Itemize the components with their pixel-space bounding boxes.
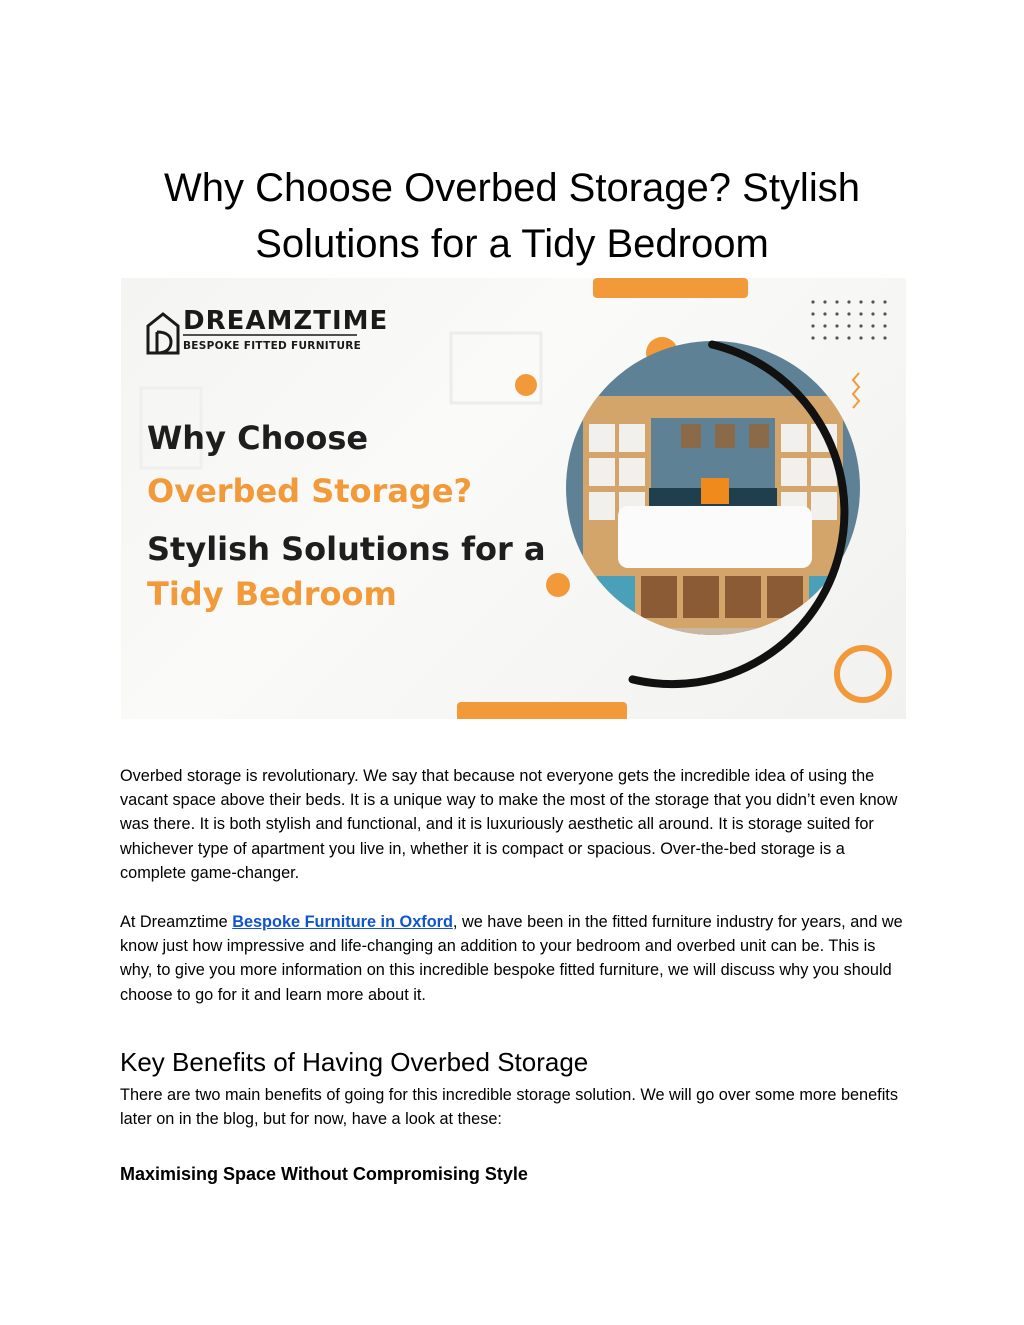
paragraph-about-rest: , we have been in the fitted furniture industry for years, and we know just how impressive and life-changing an addition to your bedroom and overbed unit can be. This is why, to give you more information on this incredible bespoke fitted furniture, we will discuss why you should choose to go for it and learn more about it. <box>120 913 903 1004</box>
accent-ring <box>837 648 889 700</box>
paragraph-about <box>120 910 910 1007</box>
accent-dot <box>515 374 537 396</box>
paragraph-intro: Overbed storage is revolutionary. We say that because not everyone gets the incredible idea of using the vacant space above their beds. It is a unique way to make the most of the storage that you didn’t even know was there. It is both stylish and functional, and it is luxuriously aesthetic all around. It is storage suited for whichever type of apartment you live in, whether it is compact or spacious. Over-the-bed storage is a complete game-changer. <box>120 767 898 882</box>
banner-line-2: Overbed Storage? <box>147 472 473 510</box>
zigzag-decoration <box>853 373 859 408</box>
logo-icon <box>148 314 178 353</box>
section-intro: There are two main benefits of going for this incredible storage solution. We will go over some more benefits later on in the blog, but for now, have a look at these: <box>120 1086 898 1129</box>
paragraph-about-start: At Dreamztime <box>120 913 233 931</box>
logo-tagline: BESPOKE FITTED FURNITURE <box>183 340 362 352</box>
document-title: Why Choose Overbed Storage? Stylish Solutions for a Tidy Bedroom <box>164 166 860 266</box>
logo-name: DREAMZTIME <box>183 306 389 336</box>
bedroom-photo <box>561 338 871 648</box>
dot-grid-decoration <box>811 300 886 339</box>
accent-bar-top <box>593 278 748 298</box>
banner-line-3: Stylish Solutions for a <box>147 530 546 568</box>
banner-line-1: Why Choose <box>147 419 369 457</box>
section-heading: Key Benefits of Having Overbed Storage <box>120 1047 589 1077</box>
banner-line-4: Tidy Bedroom <box>147 575 397 613</box>
subsection-heading: Maximising Space Without Compromising Style <box>120 1164 528 1184</box>
accent-bar-bottom <box>457 702 627 719</box>
bespoke-furniture-link[interactable]: Bespoke Furniture in Oxford <box>232 913 453 931</box>
hero-banner-image <box>121 278 906 719</box>
accent-dot <box>546 573 570 597</box>
